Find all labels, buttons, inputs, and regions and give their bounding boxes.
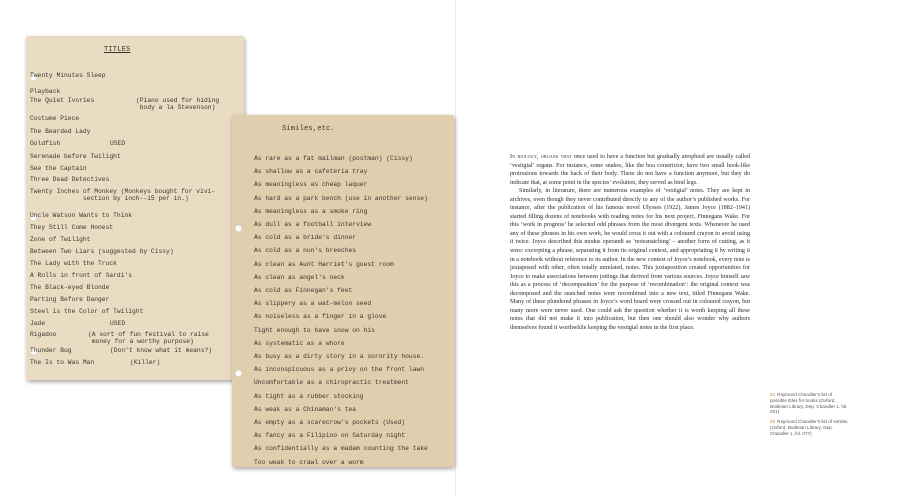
simile-line: As cold as Finnegan's feet: [254, 287, 353, 294]
title-note: USED: [110, 140, 126, 147]
title-line: A Rolls in front of Sardi's: [30, 272, 133, 279]
simile-line: Uncomfortable as a chiropractic treatment: [254, 379, 409, 387]
title-note: (Killer): [130, 359, 161, 366]
simile-line: As rare as a fat mailman (postman) (Cissy): [254, 155, 413, 162]
simile-line: As weak as a Chinaman's tea: [254, 405, 357, 413]
essay-paragraph: [510, 153, 750, 187]
figure-caption: [770, 419, 850, 436]
title-line: Parting Before Danger: [30, 296, 110, 303]
simile-line: As cold as a bride's dinner: [254, 234, 357, 242]
title-note: (Piano used for hiding body a la Stevenson): [136, 97, 220, 111]
title-line: See the Captain: [30, 165, 87, 172]
simile-line: As clean as angel's neck: [254, 273, 345, 281]
title-line: Twenty Minutes Sleep: [30, 72, 106, 79]
simile-line: As fancy as a Filipino on Saturday night: [254, 432, 406, 440]
simile-line: As slippery as a wat-melon seed: [254, 300, 372, 308]
title-line: Three Dead Detectives: [30, 176, 110, 183]
title-line: Playback: [30, 88, 61, 95]
title-line: The Lady with the Truck: [30, 260, 117, 267]
figure-captions: [770, 392, 850, 441]
title-line: The Black-eyed Blonde: [30, 284, 110, 291]
title-line: The Bearded Lady: [30, 128, 91, 135]
title-note: (A sort of fun festival to raise money for a worthy purpose): [88, 331, 209, 345]
simile-line: As busy as a dirty story in a sorority house.: [254, 353, 425, 360]
simile-line: Tight enough to have snow on his: [254, 326, 375, 334]
simile-line: As systematic as a whore: [254, 339, 345, 347]
title-line: The Quiet Ivories: [30, 97, 95, 104]
caption-number: 24: [770, 392, 776, 397]
simile-line: As cold as a nun's breeches: [254, 247, 357, 255]
book-gutter: [455, 0, 456, 496]
title-line: Rigadoo: [30, 331, 57, 338]
title-line: Goldfish: [30, 140, 61, 147]
caption-text: Raymond Chandler’s list of possible titles for books (Oxford, Bodleian Library, Dep. Chandler 1, fol. 021): [770, 392, 848, 415]
title-line: Serenade before Twilight: [30, 153, 121, 160]
title-line: Thunder Bug: [30, 347, 72, 354]
title-line: Uncle Watson Wants to Think: [30, 212, 133, 219]
simile-line: As meaningless as cheap laquer: [254, 181, 368, 189]
title-line: The Is to Was Man: [30, 359, 95, 366]
title-line: Jade: [30, 320, 46, 327]
punch-hole: [235, 225, 242, 232]
simile-line: As clean as Aunt Harriet's guest room: [254, 260, 394, 268]
caption-number: 25: [770, 419, 776, 425]
titles-heading: TITLES: [104, 46, 131, 54]
figure-caption: [770, 392, 850, 415]
simile-line: As shallow as a cafeteria tray: [254, 168, 368, 176]
paragraph-lead-in: In biology, organs that: [510, 154, 572, 160]
simile-line: As empty as a scarecrow's pockets (Used): [254, 419, 406, 426]
simile-line: As meaningless as a smoke ring: [254, 207, 368, 215]
title-line: They Still Come Honest: [30, 224, 114, 231]
title-line: Zone of Twilight: [30, 236, 91, 243]
title-line: Steel is the Color of Twilight: [30, 308, 144, 315]
punch-hole: [235, 370, 242, 377]
simile-line: As confidentially as a madam counting the take: [254, 445, 428, 453]
simile-line: Too weak to crawl over a worm: [254, 458, 364, 466]
titles-typescript-page: [26, 36, 244, 380]
title-note: (Don't know what it means?): [110, 347, 213, 354]
similes-heading: Similes,etc.: [282, 125, 335, 133]
title-line: Twenty Inches of Monkey (Monkeys bought for vivi- section by inch--15 per in.): [30, 188, 216, 202]
simile-line: As hard as a park bench (use in another sense): [254, 194, 428, 202]
essay-text: [510, 153, 750, 332]
similes-typescript-page: [232, 115, 454, 467]
simile-line: As dull as a football interview: [254, 221, 372, 228]
simile-line: As inconspicuous as a privy on the front lawn: [254, 366, 425, 374]
simile-line: As noiseless as a finger in a glove: [254, 313, 387, 321]
paragraph-text: once used to have a function but gradually atrophied are usually called ‘vestigial’ organs. For instance, some snakes, like the boa constrictor, have two small hook-like protrusions towards the back of their body. These do not have a function anymore, but they do indicate that, at some point in the species’ evolution, they served as hind legs.: [510, 154, 750, 186]
title-note: USED: [110, 320, 126, 327]
essay-paragraph: [510, 187, 750, 332]
title-line: Costume Piece: [30, 115, 80, 122]
title-line: Between Two Liars (suggested by Cissy): [30, 248, 174, 255]
caption-text: Raymond Chandler’s list of similes (Oxford, Bodleian Library, Dep. Chandler 1, fol. 077): [770, 419, 848, 436]
paragraph-text: Similarly, in literature, there are numerous examples of ‘vestigial’ notes. They are kept in archives, even though they never contributed directly to any of the author’s published works. For instance, after the publication of his famous novel Ulysses (1922), James Joyce (1882–1941) started filling dozens of notebooks with reading notes for his next project, Finnegans Wake. For this ‘work in progress’ he selected odd phrases from the most divergent texts. Whenever he used any of these phrases in his own work, he would cross it out with a coloured crayon to avoid using it twice. Joyce described this modus operandi as ‘notesnatching’ – another form of cutting, as it were: excerpting a phrase, separating it from its original context, and appropriating it by writing it in a notebook without reference to its author. In the new context of Joyce’s notebook, every note is juxtaposed with other, often totally unrelated, notes. This juxtaposition created opportunities for Joyce to make associations between jottings that derived from various sources. Joyce himself saw this as a process of ‘decomposition’ for the purpose of ‘recombination’: the original context was decomposed and the snatched notes were recombined into a new text, titled Finnegans Wake. Many of these plundered phrases in Joyce’s word hoard were crossed out in coloured crayon, but many more were never used. One could ask the question whether it is worth keeping all these notes that did not make it into publication, but then one should also wonder why authors themselves found it worthwhile keeping the vestigial notes in the first place.: [510, 188, 750, 331]
simile-line: As tight as a rubber stocking: [254, 392, 364, 400]
